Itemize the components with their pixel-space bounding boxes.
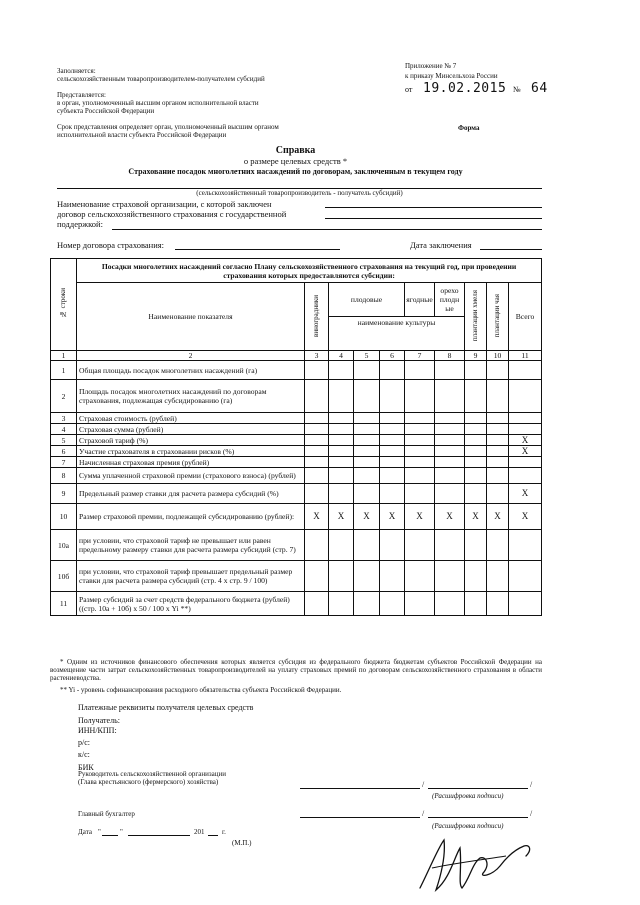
not-applicable-mark: X <box>487 504 509 530</box>
value-cell[interactable] <box>329 457 354 468</box>
value-cell[interactable] <box>305 530 329 561</box>
indicator-name: Предельный размер ставки для расчета размера субсидий (%) <box>77 484 305 504</box>
appendix-block <box>405 62 555 80</box>
indicator-name: Размер страховой премии, подлежащей субсидированию (рублей): <box>77 504 305 530</box>
row-number: 1 <box>51 361 77 380</box>
value-cell[interactable] <box>380 457 405 468</box>
filled-by-label: Заполняется: <box>57 67 96 75</box>
submitted-to-block <box>57 91 347 115</box>
value-cell[interactable] <box>354 457 380 468</box>
value-cell[interactable] <box>354 361 380 380</box>
value-cell[interactable] <box>405 435 435 446</box>
value-cell[interactable] <box>354 446 380 457</box>
table-row <box>51 561 542 592</box>
date-month-field[interactable] <box>128 835 190 836</box>
column-number-4: 4 <box>329 351 354 361</box>
year-prefix: 201 <box>194 828 205 836</box>
submitted-label: Представляется: <box>57 91 106 99</box>
accountant-decode-field[interactable] <box>428 817 528 818</box>
contract-number-field[interactable] <box>175 249 340 250</box>
value-cell[interactable] <box>435 435 465 446</box>
value-cell[interactable] <box>435 413 465 424</box>
value-cell[interactable] <box>487 457 509 468</box>
quote-open: " <box>98 828 101 836</box>
value-cell[interactable] <box>487 561 509 592</box>
payment-title: Платежные реквизиты получателя целевых средств <box>78 703 254 712</box>
value-cell[interactable] <box>435 446 465 457</box>
order-date-line <box>405 81 565 97</box>
value-cell[interactable] <box>405 413 435 424</box>
table-row <box>51 592 542 616</box>
indicator-name: Сумма уплаченной страховой премии (страхового взноса) (рублей) <box>77 468 305 484</box>
value-cell[interactable] <box>405 484 435 504</box>
value-cell[interactable] <box>329 413 354 424</box>
value-cell[interactable] <box>487 361 509 380</box>
value-cell[interactable] <box>465 530 487 561</box>
value-cell[interactable] <box>405 380 435 413</box>
footnote-2: ** Yi - уровень софинансирования расходного обязательства субъекта Российской Федерации. <box>60 686 342 694</box>
value-cell[interactable] <box>329 530 354 561</box>
handwritten-signature <box>410 828 535 898</box>
value-cell[interactable] <box>329 561 354 592</box>
table-row <box>51 413 542 424</box>
table-row <box>51 457 542 468</box>
value-cell[interactable] <box>405 457 435 468</box>
table-row <box>51 504 542 530</box>
row-no-header: № строки <box>51 259 77 351</box>
indicator-name: при условии, что страховой тариф не превышает или равен предельному размеру ставки для расчета размера субсидий (стр. 7) <box>77 530 305 561</box>
filled-by-block <box>57 67 347 83</box>
doc-subject: Страхование посадок многолетних насаждений по договорам, заключенным в текущем году <box>128 167 463 176</box>
value-cell[interactable] <box>354 561 380 592</box>
not-applicable-mark: X <box>354 504 380 530</box>
accountant-label: Главный бухгалтер <box>78 810 135 818</box>
plantings-header: Посадки многолетних насаждений согласно Плану сельскохозяйственного страхования на текущий год, при проведении страхования которых предоставляются субсидии: <box>77 259 542 283</box>
appendix-label: Приложение № 7 <box>405 62 457 70</box>
row-number: 5 <box>51 435 77 446</box>
head-decode-field[interactable] <box>428 788 528 789</box>
column-number-1: 1 <box>51 351 77 361</box>
column-number-8: 8 <box>435 351 465 361</box>
value-cell[interactable] <box>465 468 487 484</box>
value-cell[interactable] <box>380 446 405 457</box>
value-cell[interactable] <box>487 446 509 457</box>
column-number-7: 7 <box>405 351 435 361</box>
row-number: 2 <box>51 380 77 413</box>
value-cell[interactable] <box>435 361 465 380</box>
column-numbers-row <box>51 351 542 361</box>
value-cell[interactable] <box>509 468 542 484</box>
value-cell[interactable] <box>354 413 380 424</box>
value-cell[interactable] <box>465 413 487 424</box>
value-cell[interactable] <box>435 592 465 616</box>
insurer-line1: Наименование страховой организации, с которой заключен <box>57 199 272 209</box>
col-vineyards: виноградники <box>305 283 329 351</box>
slash-4: / <box>530 809 533 818</box>
table-row <box>51 446 542 457</box>
value-cell[interactable] <box>380 484 405 504</box>
value-cell[interactable] <box>487 468 509 484</box>
row-number: 10б <box>51 561 77 592</box>
year-suffix: г. <box>222 828 226 836</box>
value-cell[interactable] <box>329 484 354 504</box>
value-cell[interactable] <box>305 424 329 435</box>
indicator-name: Начисленная страховая премия (рублей) <box>77 457 305 468</box>
order-label: к приказу Минсельхоза России <box>405 72 498 80</box>
value-cell[interactable] <box>487 530 509 561</box>
indicator-name: при условии, что страховой тариф превышает предельный размер ставки для расчета размера субсидий (стр. 4 х стр. 9 / 100) <box>77 561 305 592</box>
value-cell[interactable] <box>354 530 380 561</box>
doc-title: Справка <box>275 145 316 156</box>
doc-subtitle: о размере целевых средств * <box>243 156 348 166</box>
value-cell[interactable] <box>380 468 405 484</box>
accountant-signature-field[interactable] <box>300 817 420 818</box>
value-cell[interactable] <box>487 484 509 504</box>
order-number: 64 <box>531 81 548 96</box>
date-label: Дата <box>78 828 92 836</box>
producer-caption: (сельскохозяйственный товаропроизводитель - получатель субсидий) <box>196 189 403 197</box>
head-label <box>78 770 298 786</box>
value-cell[interactable] <box>509 424 542 435</box>
value-cell[interactable] <box>487 592 509 616</box>
value-cell[interactable] <box>380 530 405 561</box>
rs-label: р/с: <box>78 737 90 747</box>
order-date: 19.02.2015 <box>423 81 507 96</box>
quote-close: " <box>120 828 123 836</box>
value-cell[interactable] <box>509 530 542 561</box>
value-cell[interactable] <box>465 592 487 616</box>
value-cell[interactable] <box>405 592 435 616</box>
value-cell[interactable] <box>305 446 329 457</box>
value-cell[interactable] <box>329 468 354 484</box>
value-cell[interactable] <box>487 380 509 413</box>
value-cell[interactable] <box>354 592 380 616</box>
value-cell[interactable] <box>509 457 542 468</box>
indicator-name: Страховой тариф (%) <box>77 435 305 446</box>
subsidy-table <box>50 258 542 616</box>
value-cell[interactable] <box>487 435 509 446</box>
row-number: 4 <box>51 424 77 435</box>
value-cell[interactable] <box>405 361 435 380</box>
row-number: 11 <box>51 592 77 616</box>
head-decode-caption: (Расшифровка подписи) <box>432 792 504 800</box>
column-number-2: 2 <box>77 351 305 361</box>
contract-number-label: Номер договора страхования: <box>57 240 165 250</box>
filled-by-value: сельскохозяйственным товаропроизводителем-получателем субсидий <box>57 75 265 83</box>
value-cell[interactable] <box>380 380 405 413</box>
insurer-field-1[interactable] <box>325 207 542 208</box>
insurer-field-2[interactable] <box>325 218 542 219</box>
value-cell[interactable] <box>435 530 465 561</box>
value-cell[interactable] <box>435 484 465 504</box>
slash-2: / <box>530 780 533 789</box>
row-number: 3 <box>51 413 77 424</box>
value-cell[interactable] <box>465 435 487 446</box>
value-cell[interactable] <box>465 457 487 468</box>
indicator-header: Наименование показателя <box>77 283 305 351</box>
col-berry: ягодные <box>405 283 435 317</box>
value-cell[interactable] <box>405 530 435 561</box>
value-cell[interactable] <box>405 468 435 484</box>
row-number: 10 <box>51 504 77 530</box>
value-cell[interactable] <box>305 468 329 484</box>
slash-1: / <box>422 780 425 789</box>
value-cell[interactable] <box>405 424 435 435</box>
value-cell[interactable] <box>487 424 509 435</box>
value-cell[interactable] <box>380 435 405 446</box>
crop-name-cell: наименование культуры <box>329 317 465 351</box>
contract-date-label: Дата заключения <box>410 240 472 250</box>
value-cell[interactable] <box>435 457 465 468</box>
col-tea: плантации чая <box>487 283 509 351</box>
value-cell[interactable] <box>329 435 354 446</box>
not-applicable-mark: X <box>509 435 542 446</box>
value-cell[interactable] <box>305 413 329 424</box>
value-cell[interactable] <box>305 561 329 592</box>
indicator-name: Размер субсидий за счет средств федерального бюджета (рублей) ((стр. 10а + 10б) х 50 / 100 х Yi **) <box>77 592 305 616</box>
value-cell[interactable] <box>354 424 380 435</box>
not-applicable-mark: X <box>509 504 542 530</box>
value-cell[interactable] <box>329 446 354 457</box>
not-applicable-mark: X <box>509 484 542 504</box>
value-cell[interactable] <box>329 361 354 380</box>
value-cell[interactable] <box>509 561 542 592</box>
head-signature-field[interactable] <box>300 788 420 789</box>
deadline-line1: Срок представления определяет орган, уполномоченный высшим органом <box>57 123 279 131</box>
value-cell[interactable] <box>329 424 354 435</box>
value-cell[interactable] <box>465 361 487 380</box>
column-number-5: 5 <box>354 351 380 361</box>
contract-date-field[interactable] <box>480 249 542 250</box>
recipient-label: Получатель: <box>78 715 120 725</box>
value-cell[interactable] <box>509 361 542 380</box>
insurer-label <box>57 199 327 229</box>
row-number: 8 <box>51 468 77 484</box>
col-nut: орехоплодные <box>435 283 465 317</box>
value-cell[interactable] <box>405 561 435 592</box>
value-cell[interactable] <box>465 484 487 504</box>
value-cell[interactable] <box>380 413 405 424</box>
date-day-field[interactable] <box>102 835 118 836</box>
table-row <box>51 468 542 484</box>
number-label: № <box>513 85 521 94</box>
not-applicable-mark: X <box>435 504 465 530</box>
not-applicable-mark: X <box>405 504 435 530</box>
insurer-line2: договор сельскохозяйственного страхования с государственной <box>57 209 287 219</box>
deadline-line2: исполнительной власти субъекта Российской Федерации <box>57 131 227 139</box>
col-fruit: плодовые <box>329 283 405 317</box>
submitted-line2: субъекта Российской Федерации <box>57 107 155 115</box>
indicator-name: Площадь посадок многолетних насаждений по договорам страхования, подлежащая субсидированию (га) <box>77 380 305 413</box>
value-cell[interactable] <box>305 380 329 413</box>
deadline-block <box>57 123 357 139</box>
value-cell[interactable] <box>465 446 487 457</box>
form-label: Форма <box>458 124 480 132</box>
value-cell[interactable] <box>380 592 405 616</box>
date-year-field[interactable] <box>208 835 218 836</box>
footnote-1: * Одним из источников финансового обеспечения которых является субсидия из федерального бюджета бюджетам субъектов Российской Федерации на возмещение части затрат сельскохозяйственных товаропроизводителей на уплату страховых премий по договорам сельскохозяйственного страхования в области растениеводства. <box>50 658 542 682</box>
accountant-decode-caption: (Расшифровка подписи) <box>432 822 504 830</box>
column-number-10: 10 <box>487 351 509 361</box>
value-cell[interactable] <box>435 468 465 484</box>
column-number-6: 6 <box>380 351 405 361</box>
ks-label: к/с: <box>78 750 90 759</box>
column-number-3: 3 <box>305 351 329 361</box>
value-cell[interactable] <box>305 484 329 504</box>
table-row <box>51 435 542 446</box>
stamp-label: (М.П.) <box>232 839 252 847</box>
value-cell[interactable] <box>465 380 487 413</box>
head-line1: Руководитель сельскохозяйственной организации <box>78 770 226 778</box>
row-number: 7 <box>51 457 77 468</box>
value-cell[interactable] <box>435 561 465 592</box>
value-cell[interactable] <box>305 435 329 446</box>
value-cell[interactable] <box>354 380 380 413</box>
table-row <box>51 361 542 380</box>
value-cell[interactable] <box>305 361 329 380</box>
insurer-line3: поддержкой: <box>57 219 103 229</box>
inn-label: ИНН/КПП: <box>78 726 117 735</box>
value-cell[interactable] <box>465 424 487 435</box>
head-line2: (Глава крестьянского (фермерского) хозяйства) <box>78 778 219 786</box>
value-cell[interactable] <box>435 424 465 435</box>
not-applicable-mark: X <box>509 446 542 457</box>
col-hop: плантации хмеля <box>465 283 487 351</box>
payment-block <box>78 703 338 772</box>
indicator-name: Общая площадь посадок многолетних насаждений (га) <box>77 361 305 380</box>
indicator-name: Страховая стоимость (рублей) <box>77 413 305 424</box>
value-cell[interactable] <box>305 592 329 616</box>
value-cell[interactable] <box>487 413 509 424</box>
indicator-name: Участие страхователя в страховании рисков (%) <box>77 446 305 457</box>
not-applicable-mark: X <box>329 504 354 530</box>
row-number: 6 <box>51 446 77 457</box>
submitted-line1: в орган, уполномоченный высшим органом исполнительной власти <box>57 99 259 107</box>
value-cell[interactable] <box>354 468 380 484</box>
column-number-9: 9 <box>465 351 487 361</box>
value-cell[interactable] <box>465 561 487 592</box>
table-row <box>51 530 542 561</box>
value-cell[interactable] <box>380 361 405 380</box>
table-row <box>51 484 542 504</box>
insurer-field-3[interactable] <box>112 229 542 230</box>
value-cell[interactable] <box>354 435 380 446</box>
table-row <box>51 380 542 413</box>
slash-3: / <box>422 809 425 818</box>
value-cell[interactable] <box>509 380 542 413</box>
value-cell[interactable] <box>509 592 542 616</box>
value-cell[interactable] <box>305 457 329 468</box>
value-cell[interactable] <box>380 561 405 592</box>
column-number-11: 11 <box>509 351 542 361</box>
indicator-name: Страховая сумма (рублей) <box>77 424 305 435</box>
table-row <box>51 424 542 435</box>
value-cell[interactable] <box>329 592 354 616</box>
value-cell[interactable] <box>329 380 354 413</box>
not-applicable-mark: X <box>305 504 329 530</box>
row-number: 9 <box>51 484 77 504</box>
col-total: Всего <box>509 283 542 351</box>
value-cell[interactable] <box>435 380 465 413</box>
value-cell[interactable] <box>380 424 405 435</box>
not-applicable-mark: X <box>380 504 405 530</box>
bik-label: БИК <box>78 762 94 772</box>
value-cell[interactable] <box>509 413 542 424</box>
not-applicable-mark: X <box>465 504 487 530</box>
row-number: 10а <box>51 530 77 561</box>
from-label: от <box>405 85 413 94</box>
value-cell[interactable] <box>405 446 435 457</box>
value-cell[interactable] <box>354 484 380 504</box>
